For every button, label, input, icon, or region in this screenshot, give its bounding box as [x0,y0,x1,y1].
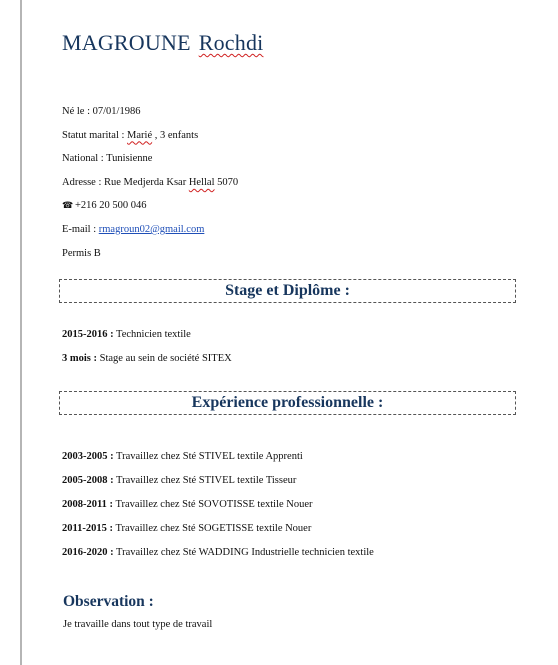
observation-text: Je travaille dans tout type de travail [63,619,213,630]
list-item: 2008-2011 : Travaillez chez Sté SOVOTISSE textile Nouer [62,499,313,510]
address: Adresse : Rue Medjerda Ksar Hellal 5070 [62,176,239,188]
phone-icon: ☎ [62,200,74,211]
list-item: 2005-2008 : Travaillez chez Sté STIVEL textile Tisseur [62,475,297,486]
nationality: National : Tunisienne [62,153,153,165]
driving-license: Permis B [62,247,101,259]
list-item: 2015-2016 : Technicien textile [62,329,191,340]
last-name: MAGROUNE [62,30,191,55]
section-stage-title: Stage et Diplôme : [225,282,350,299]
list-item: 3 mois : Stage au sein de société SITEX [62,353,232,364]
personal-info [62,100,238,265]
section-stage-header [59,279,516,303]
cv-page [22,0,558,665]
email-link[interactable]: rmagroun02@gmail.com [98,223,205,235]
list-item: 2003-2005 : Travaillez chez Sté STIVEL textile Apprenti [62,451,303,462]
section-experience-header [59,391,516,415]
list-item: 2016-2020 : Travaillez chez Sté WADDING Industrielle technicien textile [62,547,374,558]
experience-list [62,447,374,567]
list-item: 2011-2015 : Travaillez chez Sté SOGETISSE textile Nouer [62,523,312,534]
page-title [62,30,263,56]
document-left-margin [0,0,22,665]
section-experience-title: Expérience professionnelle : [191,394,384,411]
email: E-mail : rmagroun02@gmail.com [62,223,205,235]
phone [62,194,238,218]
birth-date: Né le : 07/01/1986 [62,106,141,117]
first-name: Rochdi [198,30,264,55]
address-city: Hellal [188,176,215,188]
marital-value: Marié [127,129,153,141]
marital-status: Statut marital : Marié , 3 enfants [62,129,199,141]
stage-list [62,325,232,373]
phone-number: +216 20 500 046 [75,200,147,212]
observation-title: Observation : [63,593,154,610]
